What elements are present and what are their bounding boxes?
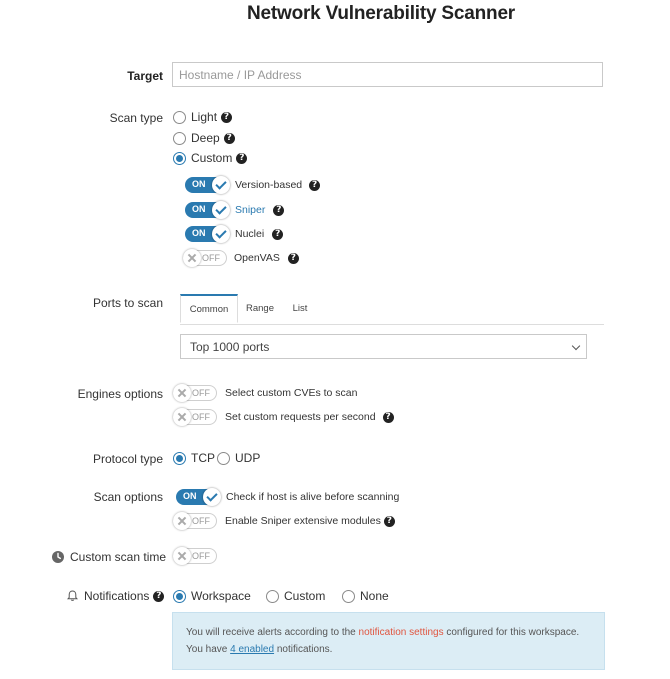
protocol-tcp-label: TCP bbox=[191, 451, 215, 465]
toggle-version-based[interactable]: ON bbox=[185, 177, 229, 193]
scan-type-deep-label: Deep bbox=[191, 131, 220, 145]
toggle-nuclei[interactable]: ON bbox=[185, 226, 229, 242]
help-icon[interactable]: ? bbox=[272, 229, 283, 240]
scan-option-label: Check if host is alive before scanning bbox=[226, 491, 400, 503]
scan-option bbox=[176, 489, 399, 505]
scan-type-deep[interactable] bbox=[173, 131, 235, 145]
scan-type-light[interactable] bbox=[173, 110, 232, 124]
x-icon bbox=[173, 547, 191, 565]
target-label: Target bbox=[127, 69, 163, 83]
notify-none-label: None bbox=[360, 589, 389, 603]
toggle-sniper-extensive[interactable]: OFF bbox=[173, 513, 217, 529]
custom-scan-time-control bbox=[173, 548, 217, 564]
notice-text: notifications. bbox=[276, 644, 333, 655]
tab-list[interactable]: List bbox=[292, 303, 308, 314]
module-label: OpenVAS bbox=[234, 252, 280, 264]
toggle-custom-rps[interactable]: OFF bbox=[173, 409, 217, 425]
engines-label: Engines options bbox=[77, 387, 163, 401]
module-version-based bbox=[185, 177, 320, 193]
module-label: Nuclei bbox=[235, 228, 265, 240]
help-icon[interactable]: ? bbox=[383, 412, 394, 423]
scan-option bbox=[173, 513, 395, 529]
notify-workspace-label: Workspace bbox=[191, 589, 251, 603]
x-icon bbox=[183, 249, 201, 267]
x-icon bbox=[173, 512, 191, 530]
bell-icon bbox=[67, 590, 78, 602]
scan-option-label: Enable Sniper extensive modules bbox=[225, 515, 381, 527]
ports-tabs bbox=[180, 294, 604, 325]
toggle-custom-cves[interactable]: OFF bbox=[173, 385, 217, 401]
tab-range[interactable]: Range bbox=[246, 303, 274, 314]
help-icon[interactable]: ? bbox=[221, 112, 232, 123]
radio-udp[interactable] bbox=[217, 452, 230, 465]
help-icon[interactable]: ? bbox=[273, 205, 284, 216]
notify-none[interactable] bbox=[342, 589, 389, 603]
toggle-sniper[interactable]: ON bbox=[185, 202, 229, 218]
scan-type-custom-label: Custom bbox=[191, 151, 233, 165]
notification-info-box bbox=[172, 612, 605, 670]
scan-options-label: Scan options bbox=[93, 490, 163, 504]
protocol-tcp[interactable] bbox=[173, 451, 215, 465]
notify-custom-label: Custom bbox=[284, 589, 326, 603]
scan-type-label: Scan type bbox=[109, 111, 163, 125]
notifications-label: Notifications bbox=[84, 589, 150, 603]
check-icon bbox=[212, 201, 230, 219]
chevron-down-icon bbox=[572, 342, 580, 350]
custom-scan-time-label: Custom scan time bbox=[70, 550, 167, 564]
check-icon bbox=[212, 176, 230, 194]
module-sniper bbox=[185, 202, 284, 218]
protocol-udp-label: UDP bbox=[235, 451, 261, 465]
notice-text: You have bbox=[186, 644, 228, 655]
enabled-notifications-link[interactable]: 4 enabled bbox=[230, 644, 275, 655]
radio-workspace[interactable] bbox=[173, 590, 186, 603]
target-input[interactable] bbox=[172, 62, 603, 87]
help-icon[interactable]: ? bbox=[384, 516, 395, 527]
radio-custom-notify[interactable] bbox=[266, 590, 279, 603]
protocol-label: Protocol type bbox=[92, 452, 163, 466]
toggle-host-alive[interactable]: ON bbox=[176, 489, 220, 505]
notice-text: configured for this workspace. bbox=[446, 627, 580, 638]
notification-settings-link[interactable]: notification settings bbox=[358, 627, 444, 638]
scan-type-custom[interactable] bbox=[173, 151, 247, 165]
x-icon bbox=[173, 384, 191, 402]
radio-light[interactable] bbox=[173, 111, 186, 124]
module-label: Version-based bbox=[235, 179, 303, 191]
notifications-label-row bbox=[67, 589, 164, 603]
engine-option bbox=[173, 409, 394, 425]
ports-select[interactable] bbox=[180, 334, 587, 359]
help-icon[interactable]: ? bbox=[288, 253, 299, 264]
check-icon bbox=[212, 225, 230, 243]
help-icon[interactable]: ? bbox=[309, 180, 320, 191]
ports-label: Ports to scan bbox=[92, 296, 163, 310]
module-nuclei bbox=[185, 226, 283, 242]
x-icon bbox=[173, 408, 191, 426]
engine-option-label: Select custom CVEs to scan bbox=[225, 387, 358, 399]
tab-common[interactable]: Common bbox=[180, 294, 238, 323]
custom-scan-time-label-row bbox=[52, 550, 166, 564]
help-icon[interactable]: ? bbox=[224, 133, 235, 144]
toggle-custom-scan-time[interactable]: OFF bbox=[173, 548, 217, 564]
ports-select-value: Top 1000 ports bbox=[190, 339, 270, 354]
help-icon[interactable]: ? bbox=[153, 591, 164, 602]
module-openvas bbox=[183, 250, 299, 266]
radio-deep[interactable] bbox=[173, 132, 186, 145]
notify-workspace[interactable] bbox=[173, 589, 251, 603]
notice-text: You will receive alerts according to the bbox=[186, 627, 356, 638]
engine-option bbox=[173, 385, 357, 401]
radio-custom[interactable] bbox=[173, 152, 186, 165]
radio-tcp[interactable] bbox=[173, 452, 186, 465]
help-icon[interactable]: ? bbox=[236, 153, 247, 164]
scan-type-light-label: Light bbox=[191, 110, 218, 124]
clock-icon bbox=[52, 551, 64, 563]
protocol-udp[interactable] bbox=[217, 451, 260, 465]
notify-custom[interactable] bbox=[266, 589, 325, 603]
check-icon bbox=[203, 488, 221, 506]
radio-none[interactable] bbox=[342, 590, 355, 603]
module-label-link[interactable]: Sniper bbox=[235, 204, 266, 216]
engine-option-label: Set custom requests per second bbox=[225, 411, 376, 423]
page-title: Network Vulnerability Scanner bbox=[246, 3, 516, 24]
toggle-openvas[interactable]: OFF bbox=[183, 250, 227, 266]
